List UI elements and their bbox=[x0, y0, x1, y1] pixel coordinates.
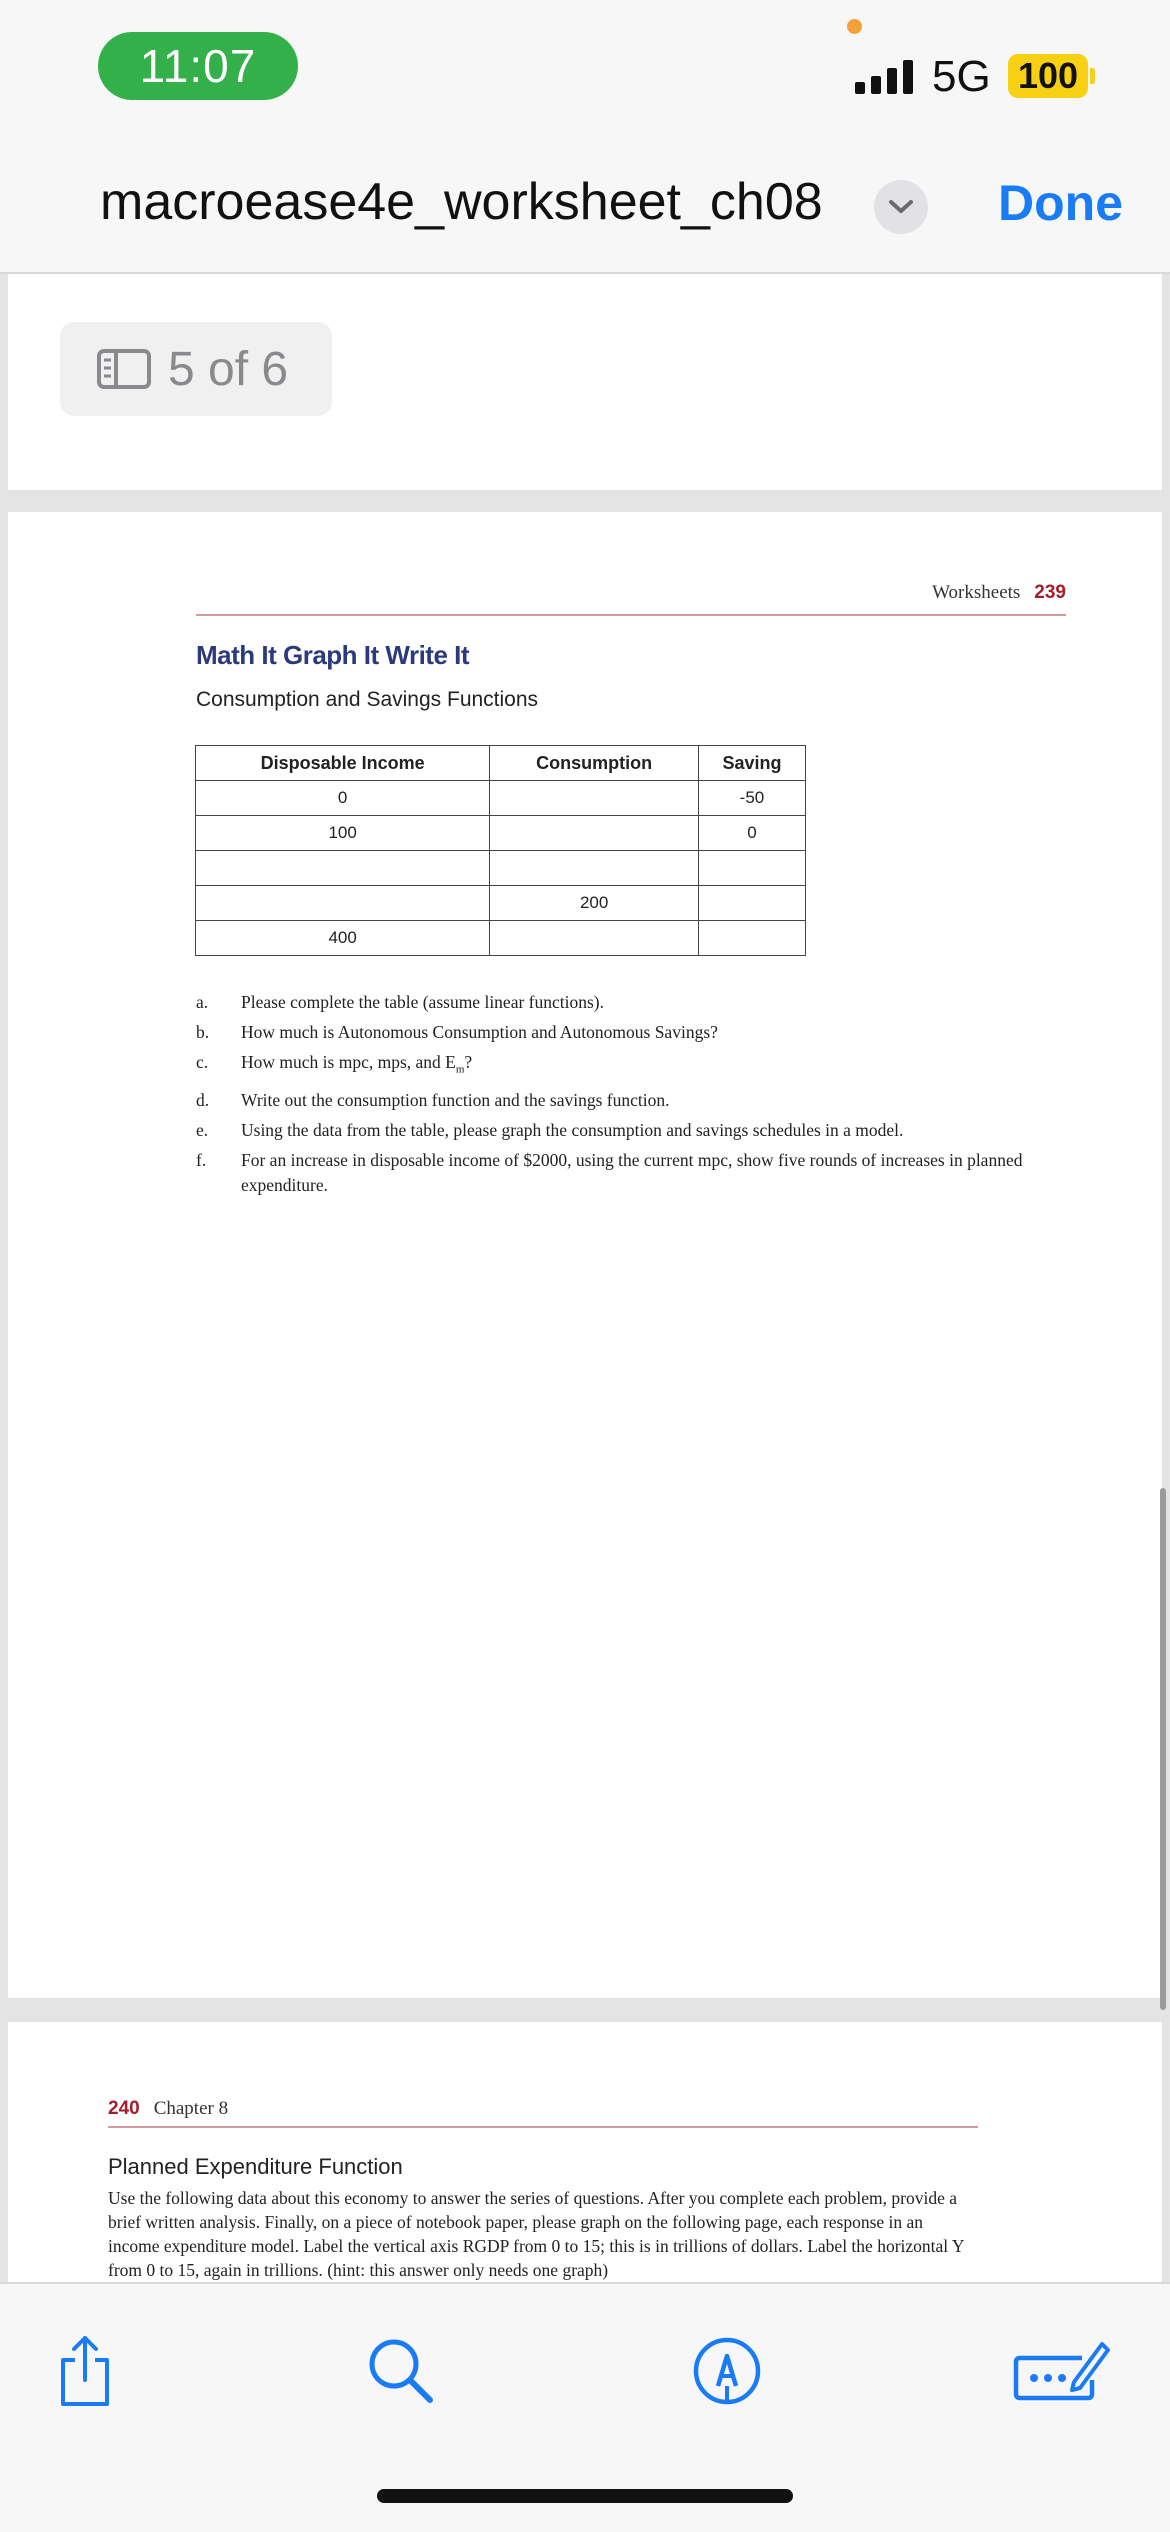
question-text: Please complete the table (assume linear functions). bbox=[241, 992, 604, 1012]
running-head-label: Chapter 8 bbox=[153, 2098, 229, 2119]
question-letter: f. bbox=[196, 1149, 207, 1170]
table-row bbox=[196, 921, 806, 956]
question-item bbox=[196, 1020, 1066, 1045]
section-subtitle: Consumption and Savings Functions bbox=[196, 688, 539, 711]
table-row bbox=[196, 886, 806, 921]
markup-icon bbox=[692, 2336, 762, 2406]
question-item bbox=[196, 1088, 1066, 1113]
table-header-cell: Disposable Income bbox=[196, 746, 490, 781]
question-text: For an increase in disposable income of $2000, using the current mpc, show five rounds of increases in planned expenditure. bbox=[241, 1149, 1023, 1195]
page-number: 239 bbox=[1034, 582, 1066, 603]
running-head-label: Worksheets bbox=[932, 582, 1021, 603]
table-cell: 0 bbox=[196, 781, 490, 816]
pdf-page-previous bbox=[8, 274, 1162, 490]
page-indicator[interactable] bbox=[60, 322, 332, 416]
question-text-wrap bbox=[241, 1050, 472, 1083]
table-cell bbox=[490, 921, 699, 956]
question-text: Write out the consumption function and the savings function. bbox=[241, 1089, 670, 1110]
table-cell bbox=[698, 886, 805, 921]
search-button[interactable] bbox=[364, 2334, 438, 2408]
header-divider bbox=[196, 614, 1066, 616]
question-letter: e. bbox=[196, 1119, 209, 1140]
camera-indicator-icon bbox=[847, 19, 862, 34]
done-button[interactable]: Done bbox=[998, 175, 1123, 231]
question-item bbox=[196, 1050, 1066, 1083]
status-time[interactable]: 11:07 bbox=[98, 32, 298, 100]
running-head bbox=[932, 582, 1066, 604]
question-item bbox=[196, 1118, 1066, 1143]
page-number: 240 bbox=[108, 2098, 140, 2119]
table-row bbox=[196, 816, 806, 851]
table-cell bbox=[490, 851, 699, 886]
question-item bbox=[196, 990, 1066, 1015]
table-cell bbox=[698, 921, 805, 956]
page-indicator-label: 5 of 6 bbox=[168, 342, 289, 396]
cellular-signal-icon bbox=[855, 58, 915, 94]
pdf-page-current bbox=[8, 512, 1162, 1998]
question-text-tail: ? bbox=[464, 1052, 473, 1072]
home-indicator[interactable] bbox=[377, 2489, 793, 2503]
network-type: 5G bbox=[932, 52, 991, 101]
share-icon bbox=[53, 2334, 117, 2408]
section-title: Planned Expenditure Function bbox=[108, 2154, 403, 2179]
table-header-cell: Saving bbox=[698, 746, 805, 781]
question-text: How much is Autonomous Consumption and Autonomous Savings? bbox=[241, 1022, 718, 1042]
header-divider bbox=[108, 2126, 978, 2128]
markup-button[interactable] bbox=[690, 2334, 764, 2408]
document-title[interactable]: macroease4e_worksheet_ch08 bbox=[100, 173, 823, 231]
table-cell: 100 bbox=[196, 816, 490, 851]
section-body: Use the following data about this economy to answer the series of questions. After you complete each problem, provide a brief written analysis. Finally, on a piece of notebook paper, please graph on the following page, each response in an income expenditure model. Label the vertical axis RGDP from 0 to 15; this is in trillions of dollars. Label the horizontal Y from 0 to 15, again in trillions. (hint: this answer only needs one graph) bbox=[108, 2188, 964, 2280]
pdf-page-next bbox=[8, 2022, 1162, 2282]
question-letter: b. bbox=[196, 1022, 210, 1042]
table-cell bbox=[698, 851, 805, 886]
chevron-down-icon[interactable] bbox=[874, 180, 928, 234]
battery-level: 100 bbox=[1008, 54, 1088, 98]
battery-icon bbox=[1090, 68, 1095, 84]
section-title: Math It Graph It Write It bbox=[196, 640, 470, 670]
sidebar-icon bbox=[96, 348, 152, 390]
table-cell bbox=[196, 886, 490, 921]
document-viewer[interactable] bbox=[0, 274, 1170, 2282]
consumption-savings-table bbox=[195, 745, 806, 956]
table-cell bbox=[490, 816, 699, 851]
table-cell: 400 bbox=[196, 921, 490, 956]
question-item bbox=[196, 1148, 1066, 1198]
running-head bbox=[108, 2098, 228, 2120]
table-row bbox=[196, 781, 806, 816]
share-button[interactable] bbox=[48, 2334, 122, 2408]
table-header-cell: Consumption bbox=[490, 746, 699, 781]
table-row bbox=[196, 851, 806, 886]
question-subscript: m bbox=[455, 1063, 465, 1076]
table-cell bbox=[196, 851, 490, 886]
table-header-row bbox=[196, 746, 806, 781]
table-cell bbox=[490, 781, 699, 816]
search-icon bbox=[366, 2336, 436, 2406]
status-bar bbox=[0, 0, 1170, 140]
navigation-bar bbox=[0, 140, 1170, 274]
table-cell: 0 bbox=[698, 816, 805, 851]
table-cell: -50 bbox=[698, 781, 805, 816]
question-text: Using the data from the table, please graph the consumption and savings schedules in a model. bbox=[241, 1119, 904, 1140]
question-letter: a. bbox=[196, 992, 209, 1012]
keyboard-icon bbox=[1012, 2336, 1112, 2406]
question-text: How much is mpc, mps, and E bbox=[241, 1052, 456, 1072]
table-cell: 200 bbox=[490, 886, 699, 921]
question-letter: d. bbox=[196, 1089, 210, 1110]
question-letter: c. bbox=[196, 1052, 209, 1072]
question-list bbox=[196, 990, 1066, 1203]
vertical-scrollbar[interactable] bbox=[1160, 1488, 1166, 2010]
form-fill-button[interactable] bbox=[1012, 2334, 1112, 2408]
